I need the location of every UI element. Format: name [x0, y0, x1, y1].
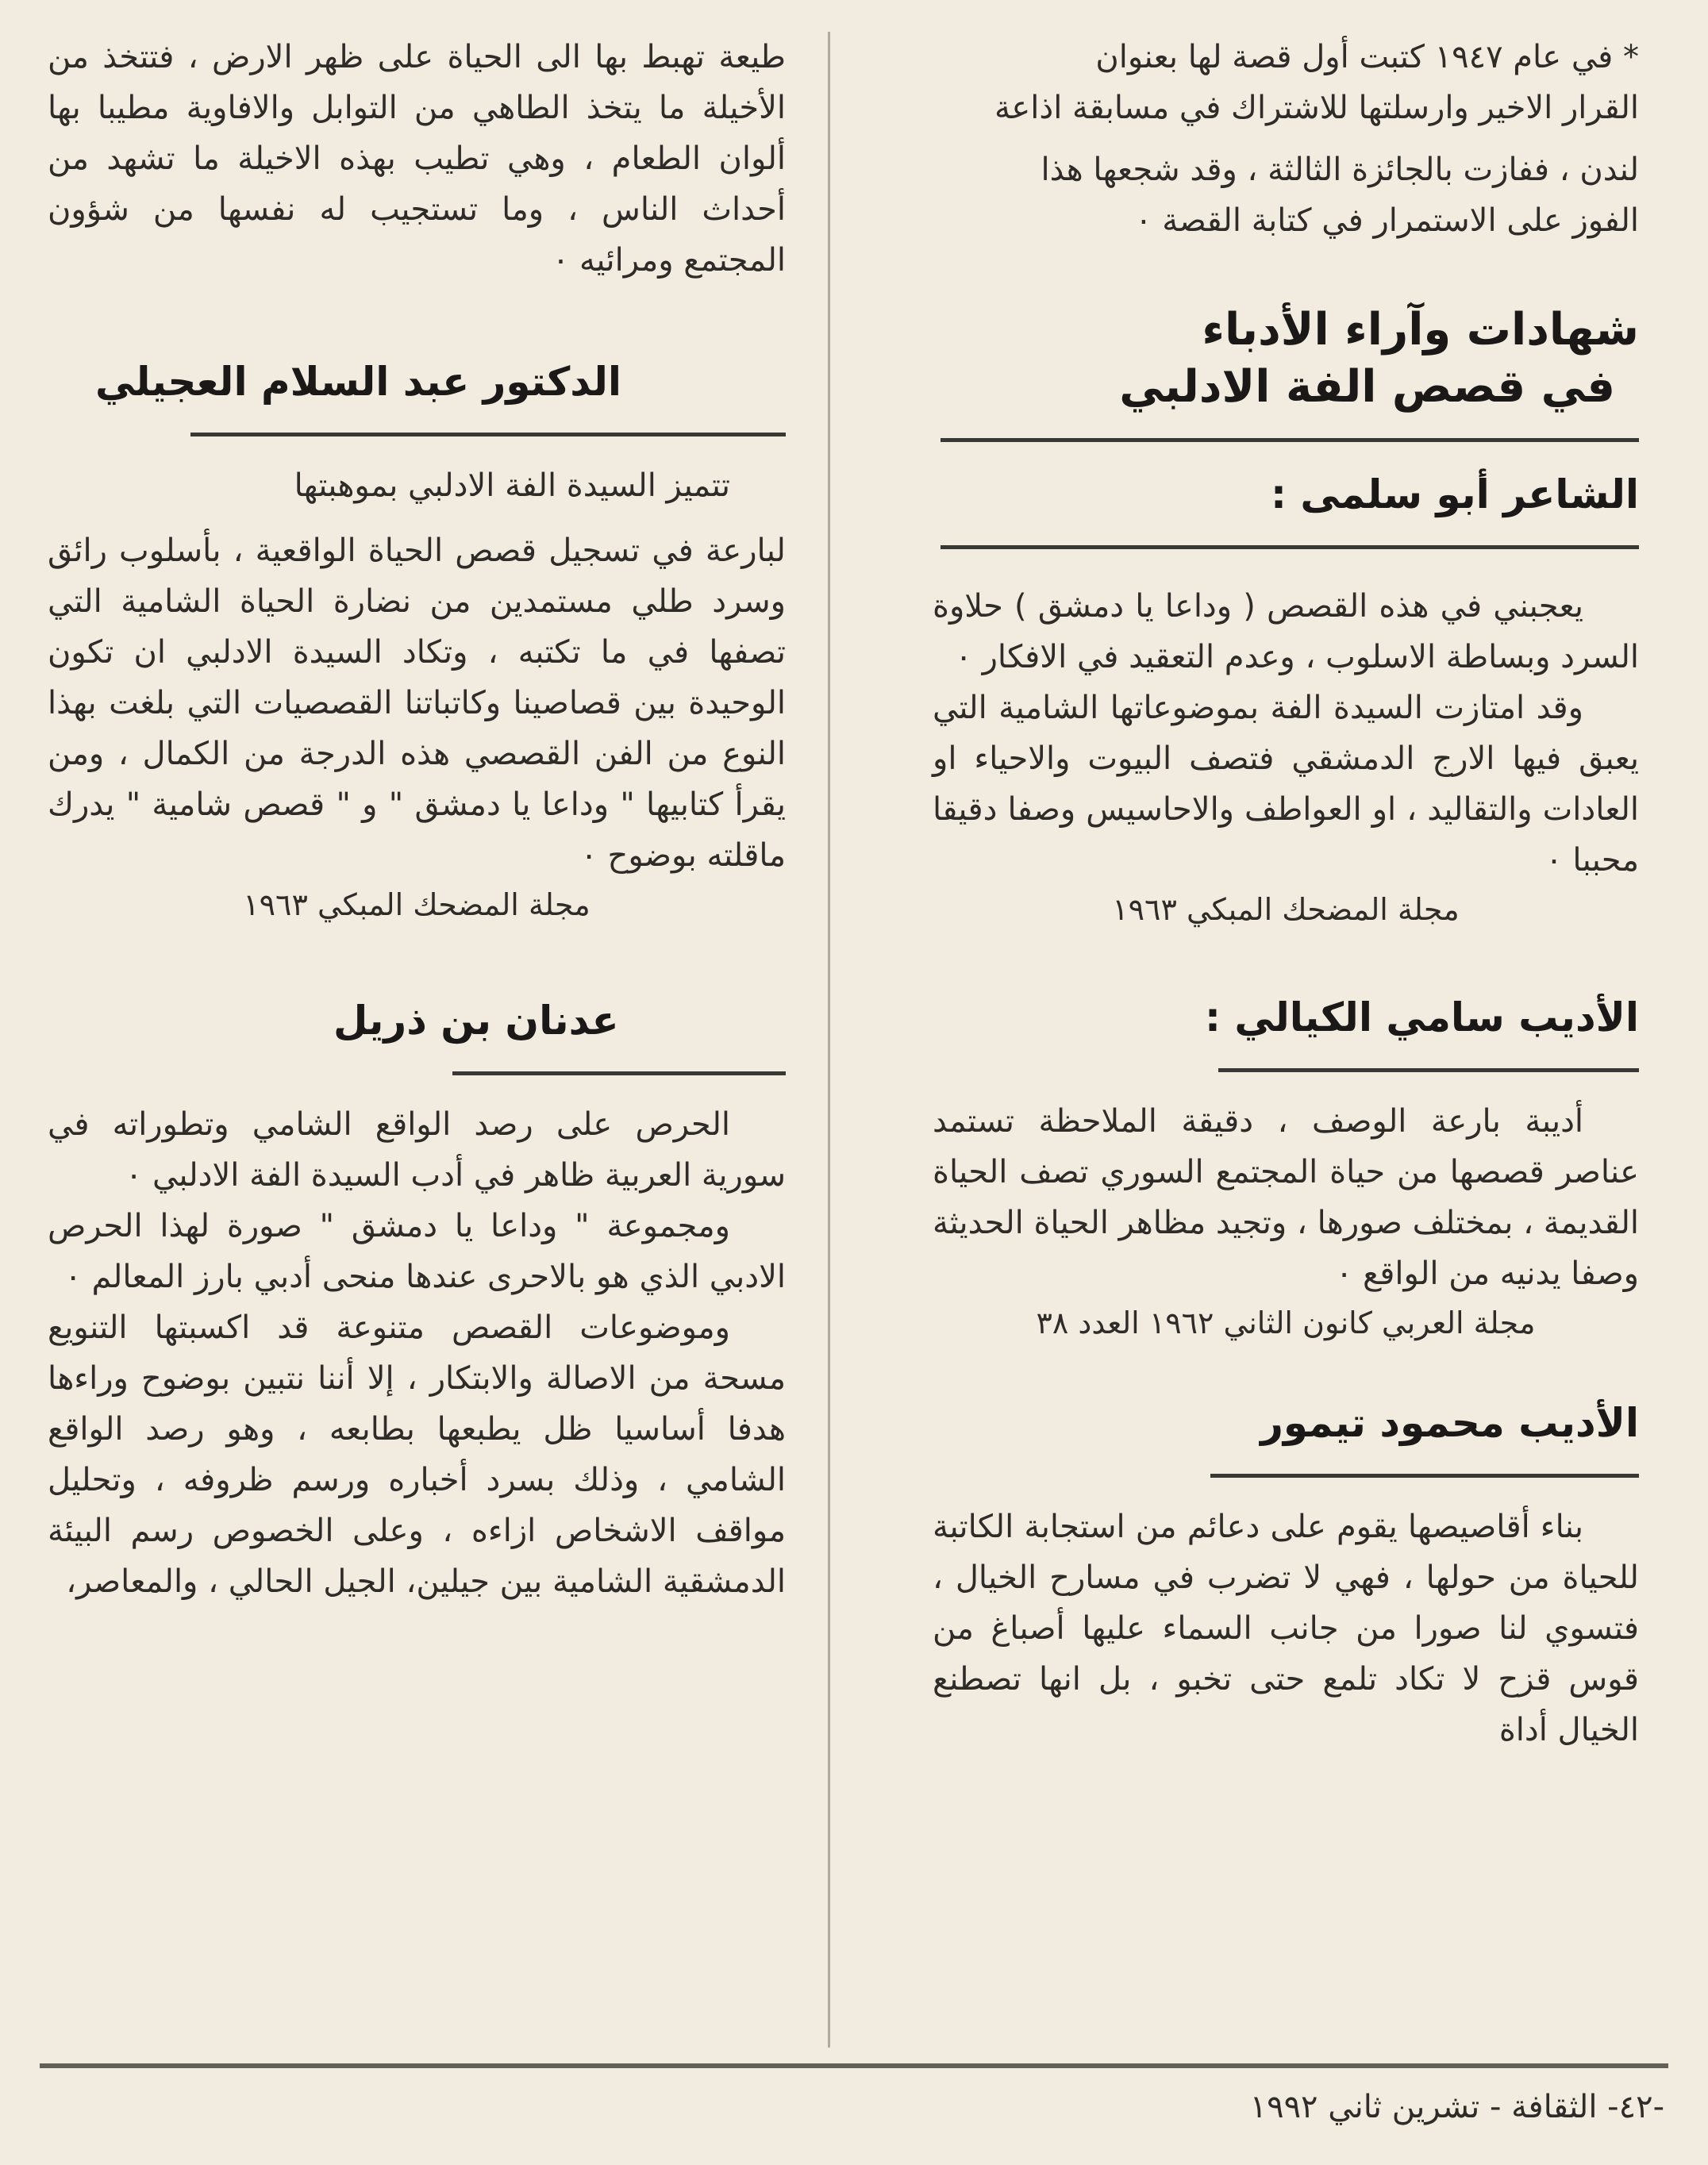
abu-salma-paragraph-2: وقد امتازت السيدة الفة بموضوعاتها الشامية التي يعبق فيها الارج الدمشقي فتصف البيوت والاحياء او العادات والتقاليد ، او العواطف والاحاسيس وصفا دقيقا محببا ٠ — [933, 690, 1639, 879]
mahmoud-taymour-paragraph-1: بناء أقاصيصها يقوم على دعائم من استجابة الكاتبة للحياة من حولها ، فهي لا تضرب في مسارح الخيال ، فتسوي لنا صورا من جانب السماء عليها أصباغ من قوس قزح لا تكاد تلمع حتى تخبو ، بل انها تصطنع الخيال أداة — [933, 1509, 1639, 1748]
footer-rule — [40, 2063, 1668, 2068]
intro-line-4: الفوز على الاستمرار في كتابة القصة ٠ — [1135, 202, 1639, 239]
heading-adnan: عدنان بن ذريل — [333, 998, 619, 1044]
adnan-paragraph-3: وموضوعات القصص متنوعة قد اكسبتها التنويع مسحة من الاصالة والابتكار ، إلا أننا نتبين بوضوح وراءها هدفا أساسيا ظل يطبعها بطابعه ، وهو رصد الواقع الشامي ، وذلك بسرد أخباره ورسم ظروفه ، وتحليل مواقف الاشخاص ازاءه ، وعلى الخصوص رسم البيئة الدمشقية الشامية بين جيلين، الجيل الحالي ، والمعاصر، — [48, 1309, 786, 1600]
heading-abu-salma: الشاعر أبو سلمى : — [1271, 471, 1639, 517]
abu-salma-source: مجلة المضحك المبكي ١٩٦٣ — [1112, 892, 1460, 927]
sami-kayali-source: مجلة العربي كانون الثاني ١٩٦٢ العدد ٣٨ — [1036, 1306, 1536, 1340]
heading-ajili: الدكتور عبد السلام العجيلي — [95, 359, 622, 405]
ajili-paragraph-2: لبارعة في تسجيل قصص الحياة الواقعية ، بأسلوب رائق وسرد طلي مستمدين من نضارة الحياة الشامية التي تصفها في ما تكتبه ، وتكاد السيدة الادلبي ان تكون الوحيدة بين قصاصينا وكاتباتنا القصصيات التي بلغت بهذا النوع من الفن القصصي هذه الدرجة من الكمال ، ومن يقرأ كتابيها " وداعا يا دمشق " و " قصص شامية " يدرك ماقلته بوضوح ٠ — [48, 533, 786, 874]
section-title-line-1: شهادات وآراء الأدباء — [1202, 304, 1639, 356]
section-title — [933, 302, 1639, 416]
ajili-paragraph-1: تتميز السيدة الفة الادلبي بموهبتها — [294, 467, 730, 504]
heading-sami-kayali: الأديب سامي الكيالي : — [1205, 994, 1639, 1040]
rule-mahmoud-taymour — [1210, 1474, 1639, 1478]
rule-sami-kayali — [1218, 1068, 1639, 1072]
column-divider — [828, 32, 830, 2048]
right-column — [933, 32, 1639, 1755]
abu-salma-paragraph-1: يعجبني في هذه القصص ( وداعا يا دمشق ) حلاوة السرد وبساطة الاسلوب ، وعدم التعقيد في الافكار ٠ — [933, 588, 1639, 675]
left-column — [48, 32, 786, 1607]
intro-line-3: لندن ، ففازت بالجائزة الثالثة ، وقد شجعها هذا — [1041, 152, 1639, 188]
heading-mahmoud-taymour: الأديب محمود تيمور — [1260, 1400, 1639, 1446]
adnan-paragraph-1: الحرص على رصد الواقع الشامي وتطوراته في سورية العربية ظاهر في أدب السيدة الفة الادلبي ٠ — [48, 1106, 786, 1194]
intro-line-1: * في عام ١٩٤٧ كتبت أول قصة لها بعنوان — [1095, 39, 1639, 75]
section-rule — [941, 438, 1639, 442]
adnan-paragraph-2: ومجموعة " وداعا يا دمشق " صورة لهذا الحرص الادبي الذي هو بالاحرى عندها منحى أدبي بارز المعالم ٠ — [48, 1208, 786, 1295]
continuation-text: طيعة تهبط بها الى الحياة على ظهر الارض ، فتتخذ من الأخيلة ما يتخذ الطاهي من التوابل والافاوية مطيبا بها ألوان الطعام ، وهي تطيب بهذه الاخيلة ما تشهد من أحداث الناس ، وما تستجيب له نفسها من شؤون المجتمع ومرائيه ٠ — [48, 39, 786, 279]
intro-line-2: القرار الاخير وارسلتها للاشتراك في مسابقة اذاعة — [994, 90, 1639, 126]
sami-kayali-paragraph-1: أديبة بارعة الوصف ، دقيقة الملاحظة تستمد عناصر قصصها من حياة المجتمع السوري تصف الحياة القديمة ، بمختلف صورها ، وتجيد مظاهر الحياة الحديثة وصفا يدنيه من الواقع ٠ — [933, 1103, 1639, 1292]
rule-adnan — [452, 1071, 786, 1075]
ajili-source: مجلة المضحك المبكي ١٩٦٣ — [243, 887, 590, 922]
section-title-line-2: في قصص الفة الادلبي — [1119, 361, 1615, 413]
rule-ajili — [190, 433, 786, 436]
page-footer: -٤٢- الثقافة - تشرين ثاني ١٩٩٢ — [1249, 2089, 1664, 2125]
rule-abu-salma — [941, 545, 1639, 549]
